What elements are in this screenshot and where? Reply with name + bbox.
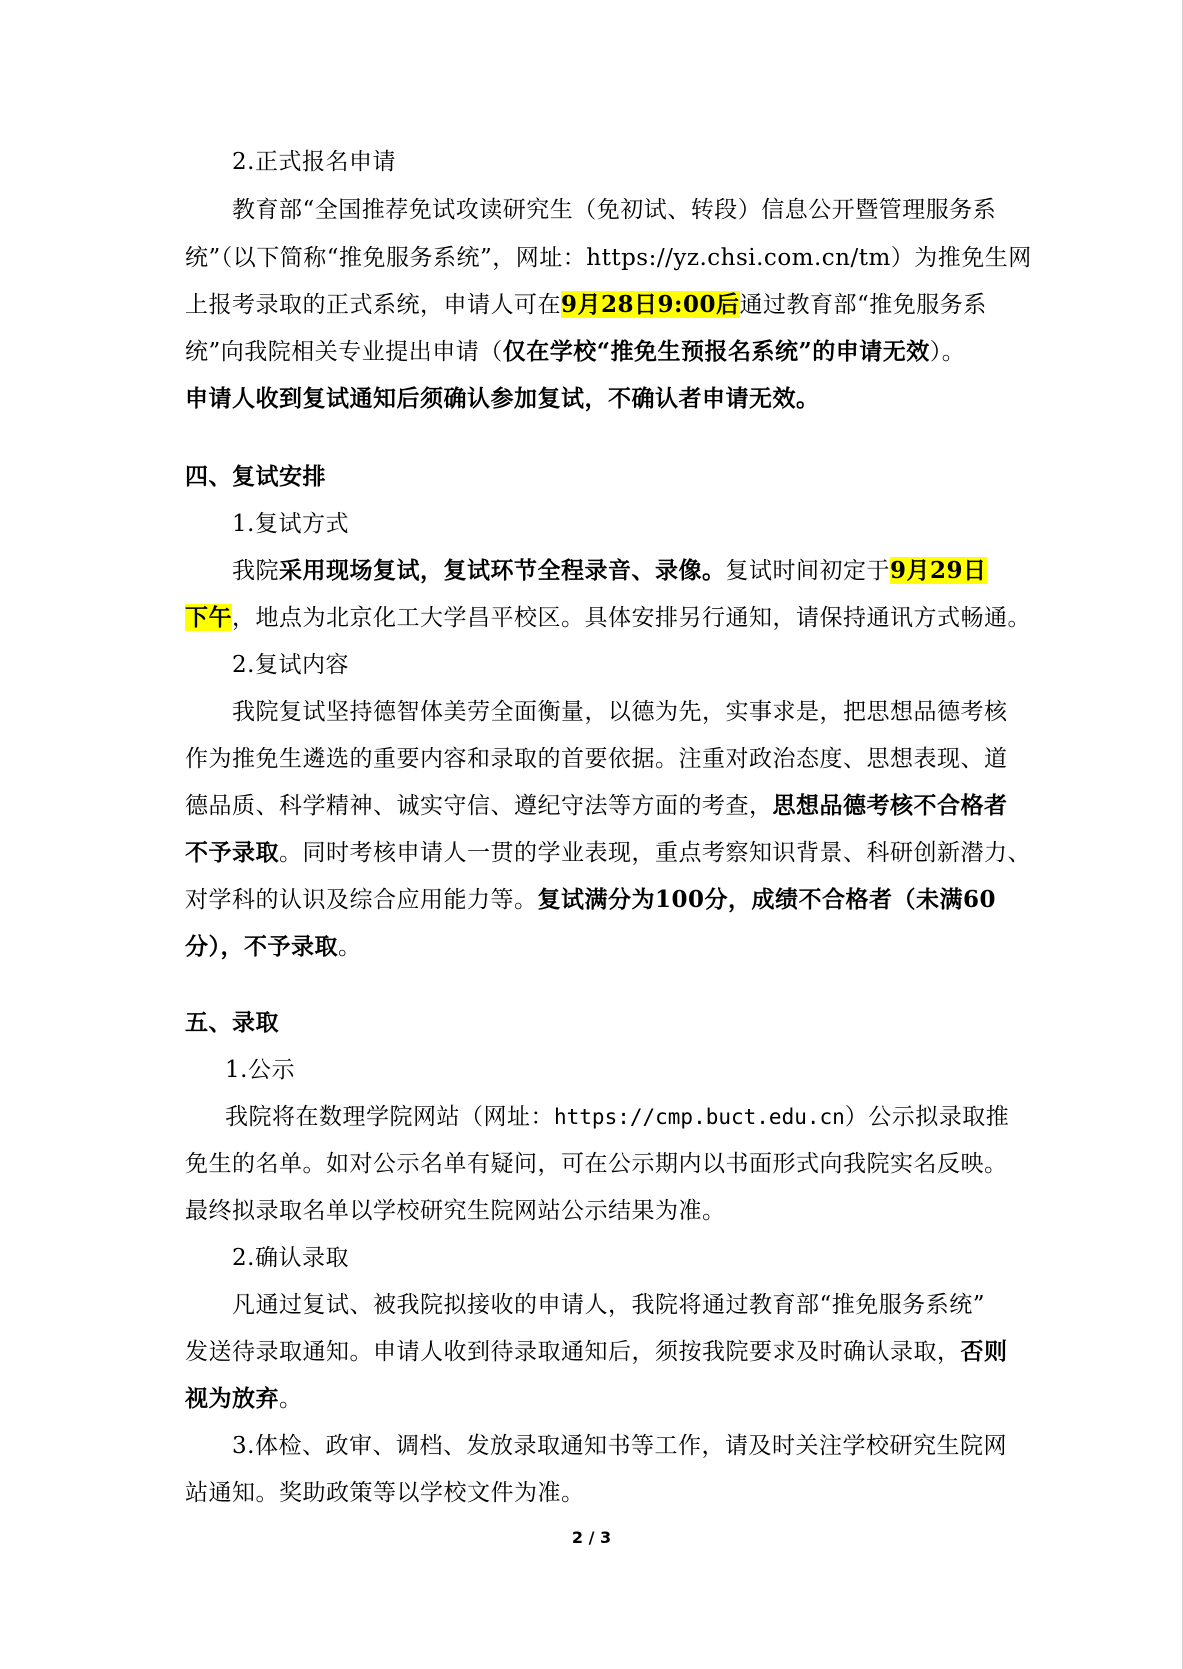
bold-text: 视为放弃	[185, 1385, 279, 1412]
subsection-title-formal-application: 2.正式报名申请	[232, 149, 396, 175]
bold-text: 思想品德考核不合格者	[772, 792, 1008, 819]
paragraph-line: 我院将在数理学院网站（网址：https://cmp.buct.edu.cn）公示拟录取推	[225, 1104, 1010, 1130]
section-heading-admission: 五、录取	[185, 1010, 279, 1036]
paragraph-line: 统”向我院相关专业提出申请（仅在学校“推免生预报名系统”的申请无效）。	[185, 338, 966, 365]
highlighted-date: 9月29日	[890, 557, 987, 584]
bold-text: 仅在学校“推免生预报名系统”的申请无效	[502, 338, 930, 365]
paragraph-line: 凡通过复试、被我院拟接收的申请人，我院将通过教育部“推免服务系统”	[232, 1292, 986, 1318]
highlighted-time: 下午	[185, 604, 232, 631]
paragraph-line: 不予录取。同时考核申请人一贯的学业表现，重点考察知识背景、科研创新潜力、	[185, 839, 1031, 866]
subsection-title-confirm-admission: 2.确认录取	[232, 1245, 349, 1271]
subsection-title-interview-content: 2.复试内容	[232, 652, 349, 678]
paragraph-line: 对学科的认识及综合应用能力等。复试满分为100分，成绩不合格者（未满60	[185, 886, 997, 913]
bold-text: 采用现场复试，复试环节全程录音、录像。	[279, 557, 726, 584]
bold-text: 否则	[960, 1338, 1008, 1365]
paragraph-line: 站通知。奖助政策等以学校文件为准。	[185, 1480, 585, 1506]
paragraph-line: 作为推免生遴选的重要内容和录取的首要依据。注重对政治态度、思想表现、道	[185, 746, 1008, 772]
paragraph-line: 分），不予录取。	[185, 933, 362, 960]
highlighted-date: 9月28日9:00后	[561, 291, 740, 318]
bold-text: 复试满分为100分，成绩不合格者（未满60	[537, 886, 997, 913]
page-number: 2 / 3	[571, 1528, 612, 1547]
paragraph-line: 最终拟录取名单以学校研究生院网站公示结果为准。	[185, 1198, 726, 1224]
bold-text: 分），不予录取	[185, 933, 338, 960]
bold-paragraph-line: 申请人收到复试通知后须确认参加复试，不确认者申请无效。	[185, 385, 820, 412]
paragraph-line: 免生的名单。如对公示名单有疑问，可在公示期内以书面形式向我院实名反映。	[185, 1151, 1008, 1177]
paragraph-line: 上报考录取的正式系统，申请人可在9月28日9:00后通过教育部“推免服务系	[185, 291, 987, 318]
paragraph-line: 德品质、科学精神、诚实守信、遵纪守法等方面的考查，思想品德考核不合格者	[185, 792, 1008, 819]
website-url: https://cmp.buct.edu.cn	[554, 1105, 845, 1129]
paragraph-line: 统”（以下简称“推免服务系统”，网址：https://yz.chsi.com.cn/tm）为推免生网	[185, 245, 1032, 271]
paragraph-line: 我院采用现场复试，复试环节全程录音、录像。复试时间初定于9月29日	[232, 557, 987, 584]
paragraph-line: 我院复试坚持德智体美劳全面衡量，以德为先，实事求是，把思想品德考核	[232, 699, 1008, 725]
paragraph-line: 教育部“全国推荐免试攻读研究生（免初试、转段）信息公开暨管理服务系	[232, 197, 997, 223]
section-heading-interview: 四、复试安排	[185, 464, 326, 490]
subsection-title-interview-method: 1.复试方式	[232, 511, 349, 537]
paragraph-line: 3.体检、政审、调档、发放录取通知书等工作，请及时关注学校研究生院网	[232, 1433, 1007, 1459]
bold-text: 不予录取	[185, 839, 279, 866]
paragraph-line: 视为放弃。	[185, 1385, 303, 1412]
subsection-title-public-notice: 1.公示	[225, 1057, 295, 1083]
paragraph-line: 发送待录取通知。申请人收到待录取通知后，须按我院要求及时确认录取，否则	[185, 1338, 1008, 1365]
paragraph-line: 下午，地点为北京化工大学昌平校区。具体安排另行通知，请保持通讯方式畅通。	[185, 604, 1031, 631]
